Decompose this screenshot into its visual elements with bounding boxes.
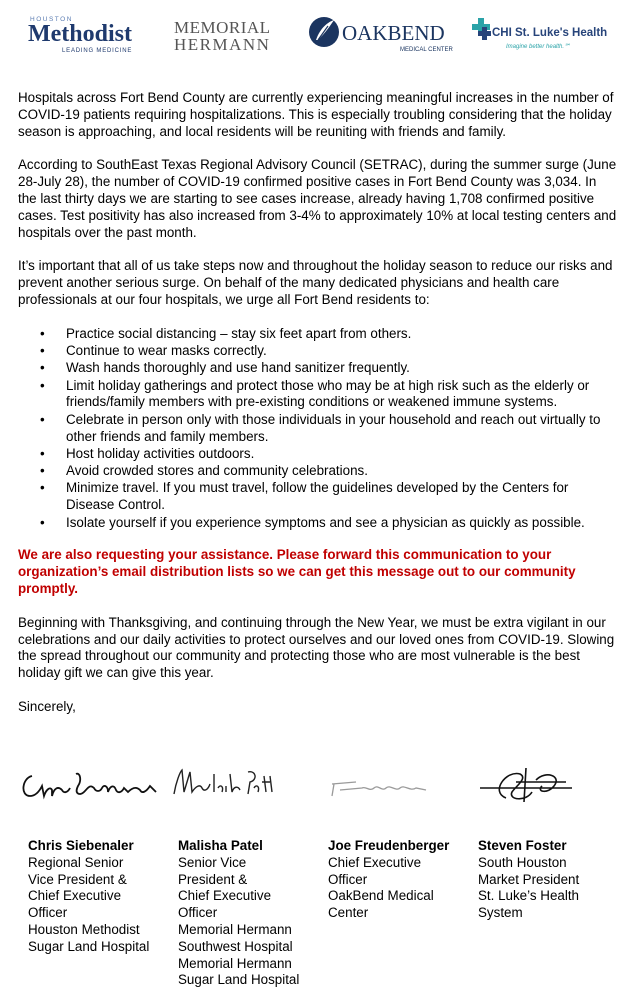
signer-title-line: Sugar Land Hospital	[28, 938, 150, 954]
signer-joe-freudenberger	[328, 838, 449, 922]
chi-st-lukes-logo	[472, 10, 612, 58]
signer-title-line: OakBend Medical	[328, 888, 434, 904]
signer-title-line: Market President	[478, 871, 580, 887]
signer-chris-siebenaler	[28, 838, 149, 956]
list-item: • Practice social distancing – stay six feet apart from others.	[66, 326, 618, 343]
signer-title-line: Memorial Hermann	[178, 921, 292, 937]
signature-joe-freudenberger	[326, 762, 434, 808]
signature-malisha-patel	[170, 762, 280, 808]
methodist-logo-main: Methodist	[28, 21, 132, 47]
signature-chris-siebenaler	[18, 762, 158, 808]
houston-methodist-logo	[28, 10, 150, 58]
oakbend-logo-sub: MEDICAL CENTER	[400, 47, 453, 53]
signer-title-line: Sugar Land Hospital	[178, 972, 300, 988]
signoff: Sincerely,	[18, 698, 76, 714]
paragraph-urge: It’s important that all of us take steps now and throughout the holiday season to reduce our risks and prevent another serious surge. On behalf of the many dedicated physicians and health care professionals at our four hospitals, we urge all Fort Bend residents to:	[18, 258, 613, 307]
signer-title-line: Houston Methodist	[28, 921, 140, 937]
chi-logo-main: CHI St. Luke's Health	[492, 27, 608, 39]
hospital-logos	[0, 10, 631, 58]
list-item: • Wash hands thoroughly and use hand sanitizer frequently.	[66, 360, 618, 377]
signer-steven-foster	[478, 838, 579, 922]
signer-name: Steven Foster	[478, 838, 567, 853]
signer-malisha-patel	[178, 838, 299, 989]
list-item: • Minimize travel. If you must travel, follow the guidelines developed by the Centers for Disease Control.	[66, 480, 618, 514]
chi-cross-icon	[472, 18, 491, 40]
letter-body	[18, 90, 618, 733]
signer-title-line: Chief Executive	[178, 888, 272, 904]
signer-title-line: Chief Executive	[328, 854, 422, 870]
signer-title-line: Center	[328, 905, 369, 921]
list-item: • Continue to wear masks correctly.	[66, 343, 618, 360]
methodist-logo-small-top: HOUSTON	[30, 16, 73, 23]
signer-title-line: St. Luke’s Health	[478, 888, 579, 904]
signer-title-line: Vice President &	[28, 871, 127, 887]
oakbend-logo-main: OAKBEND	[342, 21, 445, 45]
signer-title-line: Senior Vice	[178, 854, 247, 870]
request-callout: We are also requesting your assistance. Please forward this communication to your organization’s email distribution lists so we can get this message out to our community promptly.	[18, 547, 576, 596]
list-item: • Avoid crowded stores and community celebrations.	[66, 463, 618, 480]
oakbend-logo	[308, 10, 454, 58]
signer-title-line: Officer	[178, 905, 218, 921]
list-item: • Celebrate in person only with those individuals in your household and reach out virtually to other friends and family members.	[66, 412, 618, 446]
signer-title-line: Officer	[328, 871, 368, 887]
memorial-hermann-logo	[172, 10, 288, 58]
signer-title-line: System	[478, 905, 523, 921]
methodist-logo-tagline: LEADING MEDICINE	[62, 48, 133, 54]
paragraph-setrac: According to SouthEast Texas Regional Advisory Council (SETRAC), during the summer surge (June 28-July 28), the number of COVID-19 confirmed positive cases in Fort Bend County was 3,034. In the last thirty days we are starting to see cases increase, already having 1,708 confirmed positive cases. Test positivity has also increased from 3-4% to approximately 10% at local testing centers and hospitals over the past month.	[18, 157, 617, 240]
chi-logo-tagline: Imagine better health.℠	[506, 44, 571, 50]
signer-name: Chris Siebenaler	[28, 838, 134, 853]
recommendations-list	[18, 326, 618, 532]
paragraph-intro: Hospitals across Fort Bend County are currently experiencing meaningful increases in the number of COVID-19 patients requiring hospitalizations. This is especially troubling considering that the holiday season is approaching, and local residents will be reuniting with friends and family.	[18, 90, 614, 139]
memorial-hermann-line2: HERMANN	[174, 35, 271, 54]
signer-title-line: Memorial Hermann	[178, 955, 292, 971]
signer-name: Joe Freudenberger	[328, 838, 450, 853]
signer-title-line: Officer	[28, 905, 68, 921]
list-item: • Host holiday activities outdoors.	[66, 446, 618, 463]
signer-title-line: South Houston	[478, 854, 567, 870]
signature-steven-foster	[476, 762, 576, 808]
memorial-hermann-line1: MEMORIAL	[174, 18, 271, 37]
signer-title-line: President &	[178, 871, 248, 887]
list-item: • Isolate yourself if you experience symptoms and see a physician as quickly as possible.	[66, 515, 618, 532]
signer-title-line: Chief Executive	[28, 888, 122, 904]
signer-name: Malisha Patel	[178, 838, 263, 853]
list-item: • Limit holiday gatherings and protect those who may be at high risk such as the elderly or friends/family members with pre-existing conditions or weakened immune systems.	[66, 378, 618, 412]
paragraph-closing: Beginning with Thanksgiving, and continuing through the New Year, we must be extra vigilant in our celebrations and our daily activities to protect ourselves and our loved ones from COVID-19. Slowing the spread throughout our community and protecting those who are most vulnerable is the best holiday gift we can give this year.	[18, 614, 615, 681]
signer-title-line: Southwest Hospital	[178, 938, 293, 954]
signer-title-line: Regional Senior	[28, 854, 124, 870]
